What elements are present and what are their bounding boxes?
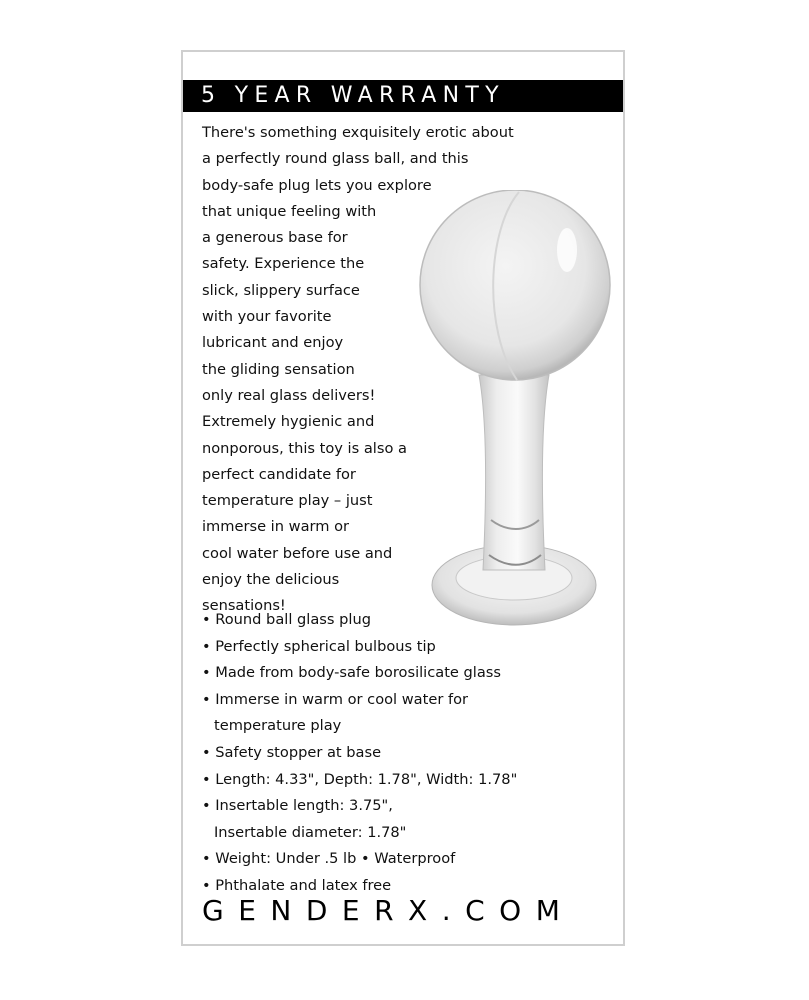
website-footer: GENDERX.COM	[202, 894, 575, 927]
feature-item: • Immerse in warm or cool water for	[202, 690, 469, 708]
warranty-banner: 5 YEAR WARRANTY	[183, 80, 623, 112]
description-line: a perfectly round glass ball, and this	[202, 150, 469, 168]
description-line: only real glass delivers!	[202, 386, 376, 404]
description-line: with your favorite	[202, 308, 332, 326]
feature-list	[202, 607, 622, 900]
description-line: cool water before use and	[202, 544, 393, 562]
description-line: perfect candidate for	[202, 465, 356, 483]
feature-item: • Round ball glass plug	[202, 611, 371, 628]
description-line: slick, slippery surface	[202, 281, 360, 299]
description-line: Extremely hygienic and	[202, 413, 375, 431]
description-line: body-safe plug lets you explore	[202, 176, 432, 194]
description-line: nonporous, this toy is also a	[202, 439, 407, 457]
description-line: sensations!	[202, 597, 286, 615]
description-line: the gliding sensation	[202, 360, 355, 378]
feature-item: • Length: 4.33", Depth: 1.78", Width: 1.78"	[202, 770, 518, 788]
feature-item: • Weight: Under .5 lb • Waterproof	[202, 850, 456, 868]
description-line: a generous base for	[202, 229, 348, 247]
feature-item: • Made from body-safe borosilicate glass	[202, 664, 502, 682]
description-line: lubricant and enjoy	[202, 334, 344, 352]
description-line: enjoy the delicious	[202, 571, 340, 589]
description-line: that unique feeling with	[202, 202, 377, 220]
feature-item-continuation: Insertable diameter: 1.78"	[214, 823, 407, 841]
product-info-card	[181, 50, 625, 946]
feature-item: • Phthalate and latex free	[202, 876, 392, 894]
description-line: There's something exquisitely erotic about	[202, 124, 514, 141]
description-line: immerse in warm or	[202, 518, 350, 536]
description-line: temperature play – just	[202, 492, 373, 510]
glass-ball-plug-image	[417, 190, 617, 630]
description-line: safety. Experience the	[202, 255, 365, 273]
feature-item: • Safety stopper at base	[202, 743, 382, 761]
feature-item: • Perfectly spherical bulbous tip	[202, 637, 436, 655]
feature-item-continuation: temperature play	[214, 717, 342, 735]
feature-item: • Insertable length: 3.75",	[202, 797, 393, 815]
